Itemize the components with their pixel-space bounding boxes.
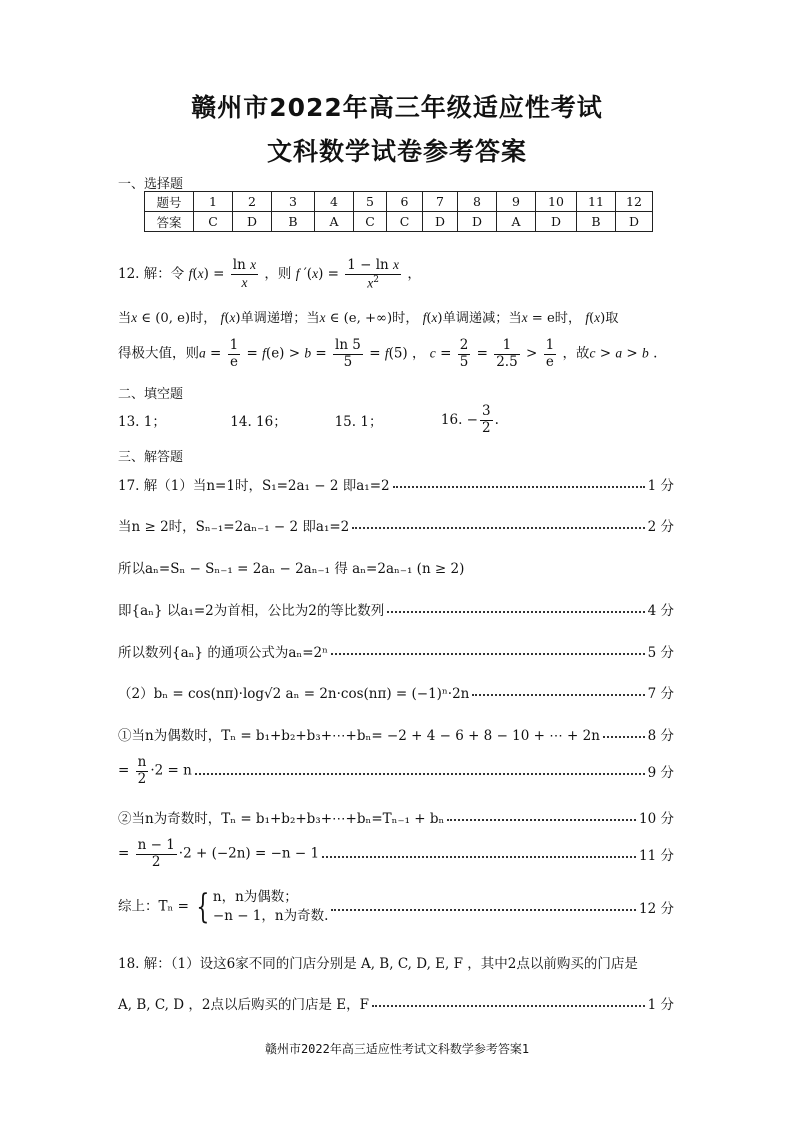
table-cell: 7 xyxy=(423,192,458,212)
table-cell: 6 xyxy=(387,192,423,212)
table-cell: B xyxy=(272,212,315,232)
frac-den: 2 xyxy=(137,770,147,787)
table-cell: D xyxy=(616,212,653,232)
fill-16-end: . xyxy=(494,411,499,428)
q12-text: 得极大值，则 xyxy=(118,345,199,362)
q17-line3: 所以aₙ=Sₙ − Sₙ₋₁ = 2aₙ − 2aₙ₋₁ 得 aₙ=2aₙ₋₁ (n ≥ 2) xyxy=(118,561,465,577)
q17-text: ②当n为奇数时，Tₙ = b₁+b₂+b₃+⋯+bₙ=Tₙ₋₁ + bₙ xyxy=(118,811,445,827)
q17-text: 综上：Tₙ = xyxy=(118,898,189,915)
q12-line1: 12. 解：令 f(x) = $\frac{\text{ln x}}{x}$ ，则 f ′(x) = $\frac{\text{1 − ln x}}{x^2}$ ， xyxy=(118,257,421,291)
fill-16 xyxy=(440,403,499,436)
table-cell: 4 xyxy=(315,192,354,212)
fill-13: 13. 1； xyxy=(118,414,166,431)
q17-text: 所以数列{aₙ} 的通项公式为aₙ=2ⁿ xyxy=(118,645,328,661)
frac-num: n xyxy=(137,754,147,770)
q18-line1: 18. 解：（1）设这6家不同的门店分别是 A, B, C, D, E, F ，其中2点以前购买的门店是 xyxy=(118,956,638,972)
table-cell: B xyxy=(577,212,616,232)
table-cell: C xyxy=(387,212,423,232)
fill-14: 14. 16； xyxy=(230,414,287,431)
table-cell: 9 xyxy=(497,192,536,212)
score: 10 分 xyxy=(639,811,674,827)
table-cell: 11 xyxy=(577,192,616,212)
table-row xyxy=(145,212,653,232)
frac-den: 2 xyxy=(151,853,161,870)
section-fill: 二、填空题 xyxy=(118,387,184,402)
score: 4 分 xyxy=(647,603,674,619)
q12-text: 时， xyxy=(392,311,419,326)
case-line: −n − 1，n为奇数. xyxy=(212,908,329,924)
score: 5 分 xyxy=(647,645,674,661)
q17-line5 xyxy=(118,641,674,661)
table-header-cell: 答案 xyxy=(145,212,194,232)
q12-end: ， xyxy=(407,265,421,282)
q18-line2 xyxy=(118,993,674,1013)
score: 7 分 xyxy=(647,686,674,702)
score: 9 分 xyxy=(647,765,674,782)
q17-text: （2）bₙ = cos(nπ)·log√2 aₙ = 2n·cos(nπ) = (−1)ⁿ·2n xyxy=(118,686,470,702)
q12-text: 当 xyxy=(118,311,132,326)
score: 1 分 xyxy=(647,997,674,1013)
q17-line7 xyxy=(118,724,674,744)
q12-line2: 当x ∈ (0, e)时， f(x)单调递增；当x ∈ (e, +∞)时， f(x)单调递减；当x = e时， f(x)取 xyxy=(118,310,619,326)
score: 8 分 xyxy=(647,728,674,744)
fill-16-den: 2 xyxy=(481,419,491,436)
table-cell: 1 xyxy=(194,192,233,212)
title-line1: 赣州市2022年高三年级适应性考试 xyxy=(191,93,603,122)
q17-line8 xyxy=(118,755,674,787)
case-line: n，n为偶数； xyxy=(212,889,298,905)
q12-prefix: 12. 解：令 xyxy=(118,265,185,282)
q12-text: 单调递增；当 xyxy=(240,311,320,326)
table-cell: C xyxy=(354,212,387,232)
table-cell: D xyxy=(458,212,497,232)
q12-text: 取 xyxy=(605,311,619,326)
q17-text: ①当n为偶数时，Tₙ = b₁+b₂+b₃+⋯+bₙ= −2 + 4 − 6 + 8 − 10 + ⋯ + 2n xyxy=(118,728,600,744)
score: 2 分 xyxy=(647,519,674,535)
section-choice: 一、选择题 xyxy=(118,177,184,192)
table-cell: 8 xyxy=(458,192,497,212)
q17-text: 即{aₙ} 以a₁=2为首相，公比为2的等比数列 xyxy=(118,603,385,619)
q17-line4 xyxy=(118,599,674,619)
fill-answers xyxy=(118,404,499,436)
q17-line6 xyxy=(118,682,674,702)
q12-text: 单调递减；当 xyxy=(442,311,522,326)
title-line2: 文科数学试卷参考答案 xyxy=(266,137,527,166)
table-cell: 10 xyxy=(536,192,577,212)
q17-text: = $\frac{n - 1}{2}$ ·2 + (−2n) = −n − 1 xyxy=(118,837,320,870)
table-cell: 12 xyxy=(616,192,653,212)
score: 1 分 xyxy=(647,478,674,494)
q17-text: 综上：Tₙ = { n，n为偶数； −n − 1，n为奇数. xyxy=(118,887,329,927)
table-cell: 2 xyxy=(233,192,272,212)
q18-text: A, B, C, D ，2点以后购买的门店是 E，F xyxy=(118,997,369,1013)
q17-text: 当n ≥ 2时，Sₙ₋₁=2aₙ₋₁ − 2 即a₁=2 xyxy=(118,519,350,535)
q17-line11 xyxy=(118,888,674,926)
table-cell: D xyxy=(423,212,458,232)
table-cell: D xyxy=(536,212,577,232)
frac-num: n − 1 xyxy=(137,837,175,853)
score: 12 分 xyxy=(639,901,674,917)
table-cell: A xyxy=(497,212,536,232)
q12-text: 时， xyxy=(554,311,582,326)
q17-line2 xyxy=(118,515,674,535)
table-cell: A xyxy=(315,212,354,232)
table-cell: 5 xyxy=(354,192,387,212)
page-footer: 赣州市2022年高三适应性考试文科数学参考答案1 xyxy=(264,1042,530,1056)
q12-line3: 得极大值，则a = $\frac{1}{e}$ = f(e) > b = $\frac{\ln 5}{5}$ = f(5) ， c = $\frac{2}{5}$ = $\frac{1}{2.5}$ > $\frac{1}{e}$ ，故c > a > b . xyxy=(118,337,658,370)
q17-line1 xyxy=(118,474,674,494)
q17-text: = $\frac{n}{2}$ ·2 = n xyxy=(118,754,192,787)
table-cell: D xyxy=(233,212,272,232)
q17-text: ·2 + (−2n) = −n − 1 xyxy=(178,845,320,862)
table-cell: 3 xyxy=(272,192,315,212)
q17-text: 17. 解（1）当n=1时，S₁=2a₁ − 2 即a₁=2 xyxy=(118,478,390,494)
table-header-cell: 题号 xyxy=(145,192,194,212)
fill-16-num: 3 xyxy=(481,403,491,419)
q12-text: ，故 xyxy=(562,345,590,362)
q17-text: ·2 = n xyxy=(150,762,192,779)
score: 11 分 xyxy=(639,848,674,865)
q17-line9 xyxy=(118,807,674,827)
table-row xyxy=(145,192,653,212)
q12-text: 时， xyxy=(190,311,217,326)
fill-16-prefix: 16. − xyxy=(440,411,478,428)
section-solve: 三、解答题 xyxy=(118,450,184,465)
q17-line10 xyxy=(118,838,674,870)
q12-mid: ，则 xyxy=(264,265,292,282)
table-cell: C xyxy=(194,212,233,232)
fill-15: 15. 1； xyxy=(334,414,383,431)
answer-table xyxy=(144,191,653,232)
